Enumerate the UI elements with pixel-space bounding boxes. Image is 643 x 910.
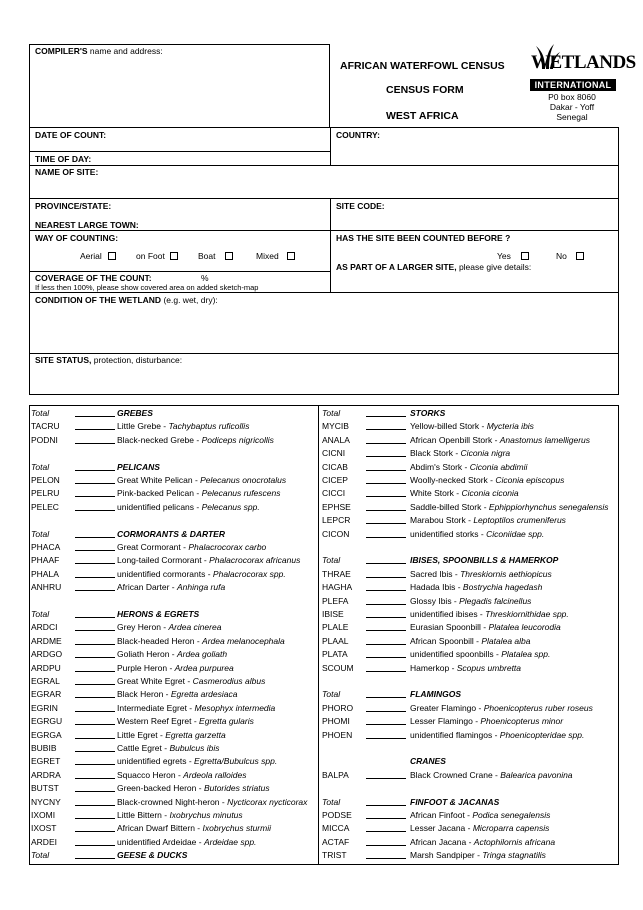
scientific-name: Phalacrocorax africanus (209, 555, 301, 566)
species-code: Total (31, 408, 50, 418)
species-row (322, 447, 612, 460)
count-input-line[interactable] (366, 443, 406, 444)
scientific-name: Ciconia nigra (460, 448, 511, 459)
species-code: PHAAF (31, 555, 60, 566)
species-code: PLAAL (322, 635, 349, 646)
common-name: Green-backed Heron - (117, 783, 204, 794)
scientific-name: Phalacrocorax spp. (212, 568, 286, 579)
group-name: IBISES, SPOONBILLS & HAMERKOP (410, 555, 559, 566)
species-code: EGRGU (31, 716, 63, 727)
date-of-count-label: DATE OF COUNT: (35, 130, 107, 140)
count-input-line[interactable] (366, 563, 406, 564)
count-input-line[interactable] (366, 416, 406, 417)
species-row (322, 742, 612, 755)
scientific-name: Podiceps nigricollis (201, 434, 274, 445)
species-name (410, 662, 521, 675)
time-of-day-label: TIME OF DAY: (35, 154, 92, 164)
species-code: NYCNY (31, 796, 61, 807)
common-name: Pink-backed Pelican - (117, 488, 202, 499)
address-line-2: Dakar - Yoff (549, 102, 595, 112)
count-input-line[interactable] (366, 523, 406, 524)
species-code: LEPCR (322, 515, 351, 526)
species-row (322, 461, 612, 474)
condition-label: CONDITION OF THE WETLAND (e.g. wet, dry): (35, 295, 218, 305)
count-input-line[interactable] (366, 496, 406, 497)
way-of-counting-label: WAY OF COUNTING: (35, 233, 119, 243)
common-name: Great White Pelican - (117, 475, 201, 485)
scientific-name: Mesophyx intermedia (194, 702, 276, 713)
common-name: Yellow-billed Stork - (410, 421, 487, 432)
group-name: FINFOOT & JACANAS (410, 796, 500, 807)
no-label: No (556, 251, 567, 261)
scientific-name: Ardea melanocephala (202, 635, 285, 646)
count-input-line[interactable] (366, 483, 406, 484)
species-row (322, 541, 612, 554)
common-name: Long-tailed Cormorant - (117, 555, 210, 566)
species-row (322, 648, 612, 661)
common-name: unidentified Ardeidae - (117, 836, 204, 847)
group-header-row (322, 554, 612, 567)
common-name: unidentified spoonbills - (410, 649, 502, 660)
species-code: PELRU (31, 488, 60, 499)
species-row (322, 487, 612, 500)
scientific-name: Balearica pavonina (500, 769, 573, 780)
group-name: FLAMINGOS (410, 689, 461, 700)
count-input-line[interactable] (366, 456, 406, 457)
common-name: Black Heron - (117, 689, 171, 700)
group-name: PELICANS (117, 461, 160, 472)
species-code: EGRAL (31, 676, 60, 686)
common-name: Abdim's Stork - (410, 461, 470, 472)
species-code: CICEP (322, 475, 348, 485)
species-code: Total (31, 461, 50, 472)
species-code: PHALA (31, 568, 59, 579)
count-input-line[interactable] (366, 697, 406, 698)
scientific-name: Threskiornis aethiopicus (460, 568, 552, 579)
address-line-3: Senegal (556, 112, 588, 122)
scientific-name: Ardeola ralloides (183, 769, 247, 780)
species-row (322, 702, 612, 715)
common-name: unidentified storks - (410, 528, 487, 539)
scientific-name: Threskiornithidae spp. (485, 609, 569, 619)
count-input-line[interactable] (366, 657, 406, 658)
coverage-label: COVERAGE OF THE COUNT: (35, 273, 152, 283)
scientific-name: Scopus umbretta (456, 662, 522, 673)
species-name (410, 568, 552, 581)
common-name: unidentified egrets - (117, 756, 195, 767)
species-row (322, 595, 612, 608)
common-name: Hamerkop - (410, 662, 457, 673)
scientific-name: Ephippiorhynchus senegalensis (488, 501, 609, 512)
group-name: HERONS & EGRETS (117, 609, 200, 619)
common-name: Greater Flamingo - (410, 702, 484, 713)
species-code: HAGHA (322, 582, 353, 593)
species-name (410, 474, 564, 487)
scientific-name: Egretta ardesiaca (170, 689, 238, 700)
scientific-name: Actophilornis africana (473, 836, 556, 847)
species-name (410, 769, 573, 782)
common-name: Black-crowned Night-heron - (117, 796, 228, 807)
species-code: Total (31, 528, 50, 539)
species-row (322, 635, 612, 648)
species-row (322, 729, 612, 742)
scientific-name: Ardea purpurea (174, 662, 234, 673)
species-name (410, 528, 544, 541)
species-code: THRAE (322, 568, 351, 579)
scientific-name: Butorides striatus (203, 783, 270, 794)
species-code: EPHSE (322, 501, 351, 512)
group-header-row (322, 755, 612, 768)
species-row (322, 434, 612, 447)
common-name: Black-headed Heron - (117, 635, 203, 646)
compiler-label: COMPILER'S name and address: (35, 46, 163, 56)
species-code: Total (322, 796, 341, 807)
scientific-name: Pelecanus rufescens (201, 488, 281, 499)
species-code: ARDPU (31, 662, 61, 673)
scientific-name: Platalea leucorodia (488, 622, 561, 633)
scientific-name: Podica senegalensis (472, 810, 551, 820)
common-name: Sacred Ibis - (410, 568, 461, 579)
scientific-name: Phoenicopterus ruber roseus (483, 702, 593, 713)
common-name: African Darter - (117, 582, 177, 593)
common-name: unidentified ibises - (410, 609, 486, 619)
scientific-name: Mycteria ibis (486, 421, 534, 432)
species-code: ANALA (322, 434, 350, 445)
common-name: Black-necked Grebe - (117, 434, 202, 445)
count-input-line[interactable] (366, 537, 406, 538)
yes-label: Yes (497, 251, 511, 261)
species-name (410, 809, 550, 822)
group-name: STORKS (410, 408, 446, 418)
species-code: Total (31, 609, 50, 619)
count-input-line[interactable] (366, 630, 406, 631)
scientific-name: Bostrychia hagedash (462, 582, 543, 593)
scientific-name: Egretta garzetta (165, 729, 226, 740)
species-row (322, 782, 612, 795)
species-code: CICAB (322, 461, 348, 472)
species-name (410, 595, 531, 608)
coverage-percent: % (201, 273, 209, 283)
common-name: Goliath Heron - (117, 649, 177, 660)
scientific-name: Ciconia abdimii (469, 461, 528, 472)
site-code-label: SITE CODE: (336, 201, 385, 211)
species-code: MYCIB (322, 421, 349, 432)
common-name: African Spoonbill - (410, 635, 482, 646)
species-name (410, 715, 563, 728)
common-name: Purple Heron - (117, 662, 175, 673)
address-line-1: P0 box 8060 (548, 92, 596, 102)
scientific-name: Nycticorax nycticorax (227, 796, 308, 807)
species-row (322, 715, 612, 728)
scientific-name: Plegadis falcinellus (459, 595, 532, 606)
species-code: PHORO (322, 702, 354, 713)
scientific-name: Pelecanus onocrotalus (200, 475, 287, 485)
scientific-name: Phoenicopteridae spp. (499, 729, 585, 740)
count-input-line[interactable] (366, 805, 406, 806)
species-code: PLATA (322, 649, 348, 660)
count-input-line[interactable] (366, 818, 406, 819)
count-input-line[interactable] (366, 470, 406, 471)
common-name: White Stork - (410, 488, 462, 499)
species-code: BUBIB (31, 743, 57, 753)
scientific-name: Phalacrocorax carbo (188, 542, 267, 552)
species-code: Total (322, 689, 341, 700)
count-input-line[interactable] (366, 671, 406, 672)
scientific-name: Ardeidae spp. (203, 836, 257, 847)
scientific-name: Ixobrychus minutus (169, 810, 243, 820)
scientific-name: Ciconiidae spp. (486, 528, 545, 539)
species-code: ARDEI (31, 836, 57, 847)
count-input-line[interactable] (366, 604, 406, 605)
group-name: CORMORANTS & DARTER (117, 528, 225, 539)
common-name: unidentified flamingos - (410, 729, 500, 740)
scientific-name: Anhinga rufa (177, 582, 226, 593)
species-row (322, 769, 612, 782)
species-name (410, 581, 542, 594)
species-name (410, 729, 584, 742)
common-name: Lesser Flamingo - (410, 716, 481, 727)
species-row (322, 621, 612, 634)
common-name: Marabou Stork - (410, 515, 474, 526)
common-name: Little Egret - (117, 729, 166, 740)
group-name: CRANES (410, 756, 446, 767)
species-name (410, 702, 593, 715)
species-code: BUTST (31, 783, 59, 794)
species-name (410, 487, 519, 500)
nearest-town-label: NEAREST LARGE TOWN: (35, 220, 139, 230)
country-label: COUNTRY: (336, 130, 380, 140)
common-name: Cattle Egret - (117, 743, 170, 753)
species-code: Total (322, 408, 341, 418)
common-name: Grey Heron - (117, 622, 169, 633)
site-status-label: SITE STATUS, protection, disturbance: (35, 355, 183, 365)
species-row (322, 420, 612, 433)
species-row (322, 474, 612, 487)
count-input-line[interactable] (366, 577, 406, 578)
species-code: IBISE (322, 609, 344, 619)
species-code: ANHRU (31, 582, 62, 593)
scientific-name: Ixobrychus sturmii (202, 823, 271, 834)
species-name (410, 447, 510, 460)
common-name: Black Crowned Crane - (410, 769, 501, 780)
species-row (322, 528, 612, 541)
count-input-line[interactable] (366, 617, 406, 618)
species-code: EGRET (31, 756, 61, 767)
species-row (322, 675, 612, 688)
species-name (410, 514, 566, 527)
scientific-name: Ciconia ciconia (461, 488, 519, 499)
common-name: Hadada Ibis - (410, 582, 463, 593)
species-code: BALPA (322, 769, 349, 780)
census-title: AFRICAN WATERFOWL CENSUS (340, 60, 505, 72)
scientific-name: Tringa stagnatilis (482, 850, 546, 861)
species-name (410, 434, 590, 447)
species-code: PELON (31, 475, 60, 485)
scientific-name: Platalea alba (481, 635, 531, 646)
group-name: GREBES (117, 408, 153, 418)
scientific-name: Ciconia episcopus (495, 475, 565, 485)
province-label: PROVINCE/STATE: (35, 201, 112, 211)
species-code: IXOST (31, 823, 57, 834)
species-code: CICNI (322, 448, 346, 459)
common-name: Intermediate Egret - (117, 702, 195, 713)
group-header-row (322, 688, 612, 701)
common-name: Great White Egret - (117, 676, 193, 686)
common-name: Glossy Ibis - (410, 595, 460, 606)
count-input-line[interactable] (366, 711, 406, 712)
species-name (410, 420, 534, 433)
species-row (322, 822, 612, 835)
group-name: GEESE & DUCKS (117, 850, 188, 861)
species-code: ARDME (31, 635, 62, 646)
species-row (322, 662, 612, 675)
common-name: Little Bittern - (117, 810, 170, 820)
scientific-name: Microparra capensis (472, 823, 550, 834)
group-header-row (322, 796, 612, 809)
common-name: Eurasian Spoonbill - (410, 622, 489, 633)
species-code: ARDGO (31, 649, 63, 660)
species-name (410, 621, 561, 634)
species-row (322, 501, 612, 514)
scientific-name: Anastomus lamelligerus (499, 434, 590, 445)
common-name: African Jacana - (410, 836, 474, 847)
common-name: Western Reef Egret - (117, 716, 200, 727)
scientific-name: Pelecanus spp. (201, 501, 260, 512)
species-name (410, 849, 546, 862)
species-code: EGRAR (31, 689, 62, 700)
species-code: ARDRA (31, 769, 61, 780)
site-name-label: NAME OF SITE: (35, 167, 99, 177)
common-name: Lesser Jacana - (410, 823, 473, 834)
species-name (410, 648, 550, 661)
common-name: African Openbill Stork - (410, 434, 500, 445)
species-code: EGRGA (31, 729, 62, 740)
counted-before-label: HAS THE SITE BEEN COUNTED BEFORE ? (336, 233, 511, 243)
common-name: Squacco Heron - (117, 769, 184, 780)
common-name: unidentified cormorants - (117, 568, 213, 579)
count-input-line[interactable] (366, 845, 406, 846)
species-row (322, 514, 612, 527)
count-input-line[interactable] (366, 724, 406, 725)
scientific-name: Leptoptilos crumeniferus (473, 515, 566, 526)
boat-label: Boat (198, 251, 216, 261)
species-name (410, 461, 527, 474)
scientific-name: Ardea goliath (177, 649, 228, 660)
species-code: PLALE (322, 622, 349, 633)
species-name (410, 635, 531, 648)
scientific-name: Egretta gularis (199, 716, 254, 727)
species-code: ARDCI (31, 622, 58, 633)
common-name: Woolly-necked Stork - (410, 475, 496, 485)
species-code: CICCI (322, 488, 346, 499)
species-code: MICCA (322, 823, 350, 834)
species-row (322, 836, 612, 849)
common-name: Little Grebe - (117, 421, 169, 432)
common-name: Saddle-billed Stork - (410, 501, 489, 512)
common-name: unidentified pelicans - (117, 501, 202, 512)
count-input-line[interactable] (366, 590, 406, 591)
count-input-line[interactable] (366, 778, 406, 779)
scientific-name: Bubulcus ibis (169, 743, 220, 753)
region-title: WEST AFRICA (386, 110, 459, 122)
common-name: Great Cormorant - (117, 542, 189, 552)
species-code: CICON (322, 528, 350, 539)
larger-site-label: AS PART OF A LARGER SITE, please give details: (336, 262, 532, 272)
count-input-line[interactable] (366, 644, 406, 645)
species-row (322, 849, 612, 862)
species-code: PHOMI (322, 716, 350, 727)
count-input-line[interactable] (366, 429, 406, 430)
species-name (410, 822, 549, 835)
species-code: TACRU (31, 421, 60, 432)
common-name: Marsh Sandpiper - (410, 850, 483, 861)
scientific-name: Tachybaptus ruficollis (168, 421, 250, 432)
species-code: SCOUM (322, 662, 354, 673)
count-input-line[interactable] (366, 510, 406, 511)
scientific-name: Ardea cinerea (168, 622, 222, 633)
count-input-line[interactable] (366, 858, 406, 859)
count-input-line[interactable] (366, 738, 406, 739)
count-input-line[interactable] (366, 831, 406, 832)
species-name (410, 608, 569, 621)
aerial-label: Aerial (80, 251, 102, 261)
scientific-name: Platalea spp. (501, 649, 551, 660)
species-row (322, 568, 612, 581)
species-code: IXOMI (31, 810, 56, 820)
species-code: PHACA (31, 542, 61, 552)
species-code: EGRIN (31, 702, 58, 713)
species-name (410, 501, 608, 514)
species-code: PODNI (31, 434, 58, 445)
coverage-note: If less then 100%, please show covered area on added sketch-map (35, 283, 259, 292)
species-code: ACTAF (322, 836, 350, 847)
scientific-name: Casmerodius albus (192, 676, 266, 686)
species-code: PLEFA (322, 595, 349, 606)
scientific-name: Egretta/Bubulcus spp. (194, 756, 278, 767)
logo-text: WETLANDS (531, 52, 636, 73)
scientific-name: Phoenicopterus minor (480, 716, 564, 727)
form-title: CENSUS FORM (386, 84, 464, 96)
species-row (322, 581, 612, 594)
species-row (322, 608, 612, 621)
species-code: Total (31, 850, 50, 861)
species-name (410, 836, 555, 849)
common-name: African Finfoot - (410, 810, 473, 820)
common-name: Black Stork - (410, 448, 461, 459)
species-code: TRIST (322, 850, 347, 861)
species-code: PELEC (31, 501, 59, 512)
on-foot-label: on Foot (136, 251, 165, 261)
common-name: African Dwarf Bittern - (117, 823, 203, 834)
species-code: Total (322, 555, 341, 566)
logo-bar: INTERNATIONAL (530, 79, 616, 91)
species-row (322, 809, 612, 822)
species-code: PHOEN (322, 729, 353, 740)
mixed-label: Mixed (256, 251, 279, 261)
species-code: PODSE (322, 810, 352, 820)
group-header-row (322, 407, 612, 420)
